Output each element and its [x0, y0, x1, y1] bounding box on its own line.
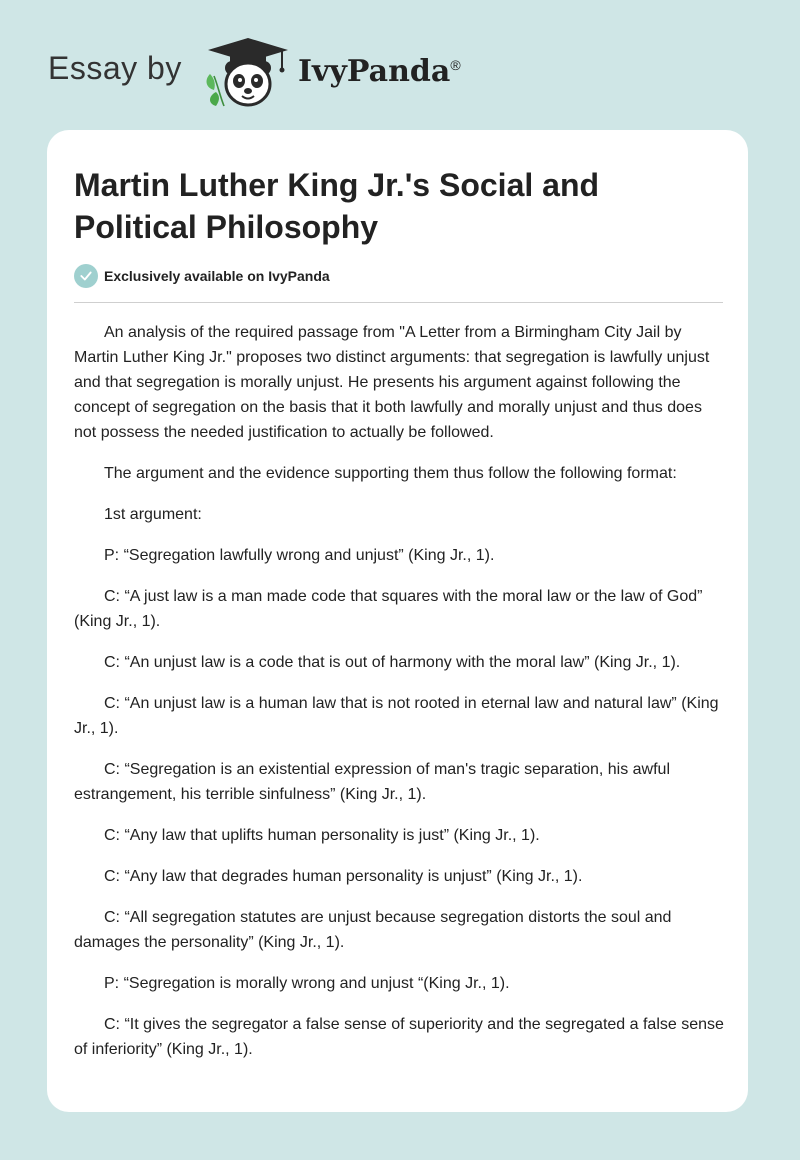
page-title: Martin Luther King Jr.'s Social and Political Philosophy	[74, 167, 600, 245]
paragraph: C: “Any law that uplifts human personality is just” (King Jr., 1).	[104, 827, 540, 844]
check-circle-icon	[74, 264, 98, 288]
divider	[74, 302, 723, 303]
panda-logo-icon[interactable]	[202, 34, 294, 110]
exclusive-badge	[74, 262, 330, 290]
paragraph: C: “Segregation is an existential expression of man's tragic separation, his awful estrangement, his terrible sinfulness” (King Jr., 1).	[74, 761, 671, 803]
brand-name[interactable]	[298, 54, 461, 89]
paragraph: C: “An unjust law is a human law that is not rooted in eternal law and natural law” (King Jr., 1).	[74, 695, 719, 737]
essay-by-label: Essay by	[48, 50, 182, 86]
essay-card	[47, 130, 748, 1112]
paragraph: 1st argument:	[104, 506, 202, 523]
paragraph: An analysis of the required passage from "A Letter from a Birmingham City Jail by Martin Luther King Jr." proposes two distinct arguments: that segregation is lawfully unjust and that segregation is morally unjust. He presents his argument against following the concept of segregation on the basis that it both lawfully and morally unjust and thus does not possess the needed justification to actually be followed.	[74, 324, 710, 441]
paragraph: C: “A just law is a man made code that squares with the moral law or the law of God” (King Jr., 1).	[74, 588, 703, 630]
registered-mark: ®	[450, 57, 461, 73]
paragraph: P: “Segregation lawfully wrong and unjust” (King Jr., 1).	[104, 547, 495, 564]
site-header	[48, 34, 568, 110]
paragraph: C: “Any law that degrades human personality is unjust” (King Jr., 1).	[104, 868, 583, 885]
essay-body	[74, 320, 724, 1078]
paragraph: C: “All segregation statutes are unjust because segregation distorts the soul and damages the personality” (King Jr., 1).	[74, 909, 672, 951]
paragraph: The argument and the evidence supporting them thus follow the following format:	[104, 465, 677, 482]
paragraph: C: “An unjust law is a code that is out of harmony with the moral law” (King Jr., 1).	[104, 654, 681, 671]
brand-text: IvyPanda	[298, 54, 451, 89]
paragraph: P: “Segregation is morally wrong and unjust “(King Jr., 1).	[104, 975, 510, 992]
paragraph: C: “It gives the segregator a false sense of superiority and the segregated a false sense of inferiority” (King Jr., 1).	[74, 1016, 724, 1058]
badge-label: Exclusively available on IvyPanda	[104, 268, 330, 284]
